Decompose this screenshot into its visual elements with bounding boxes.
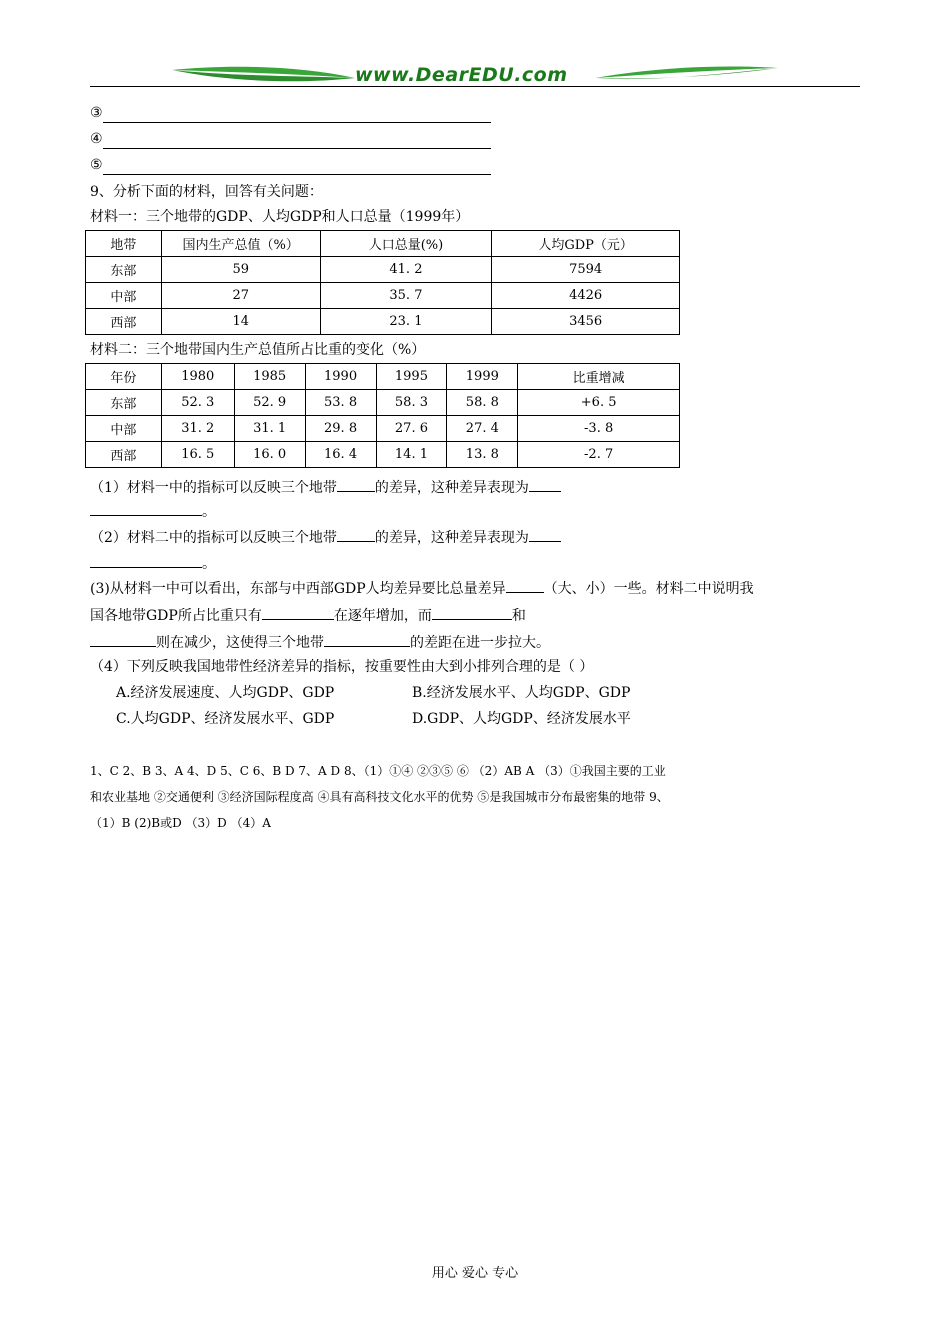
question-text: 的差异，这种差异表现为 — [374, 530, 529, 546]
question-text: 的差异，这种差异表现为 — [374, 480, 529, 496]
answer-blank — [90, 632, 156, 647]
table-cell: 4426 — [492, 283, 680, 309]
answer-blank — [337, 477, 375, 492]
table-cell: 7594 — [492, 257, 680, 283]
table-header-cell: 1985 — [234, 364, 305, 390]
material-2-title: 材料二：三个地带国内生产总值所占比重的变化（%） — [90, 342, 426, 358]
right-swoosh-icon — [595, 66, 778, 78]
blank-line-4 — [90, 129, 491, 149]
answer-key — [90, 758, 870, 836]
question-text: 国各地带GDP所占比重只有 — [90, 608, 262, 624]
table-header-row — [86, 364, 680, 390]
table-cell: 27. 4 — [447, 416, 518, 442]
table-cell: -3. 8 — [518, 416, 680, 442]
table-header-cell: 比重增减 — [518, 364, 680, 390]
table-cell: 东部 — [86, 257, 162, 283]
table-header-cell: 年份 — [86, 364, 162, 390]
answer-blank — [90, 553, 202, 568]
question-text: (3)从材料一中可以看出，东部与中西部GDP人均差异要比总量差异 — [90, 581, 506, 597]
sub-question-2 — [90, 527, 561, 548]
table-cell: 23. 1 — [320, 309, 492, 335]
option-c: C.人均GDP、经济发展水平、GDP — [116, 711, 335, 727]
table-cell: 13. 8 — [447, 442, 518, 468]
blank-line-label: ④ — [90, 131, 103, 147]
table-cell: 31. 1 — [234, 416, 305, 442]
table-cell: 59 — [161, 257, 320, 283]
blank-line-label: ③ — [90, 105, 103, 121]
site-logo-text: www.DearEDU.com — [355, 64, 568, 86]
table-header-cell: 1990 — [305, 364, 376, 390]
table-row — [86, 390, 680, 416]
table-row — [86, 283, 680, 309]
option-b: B.经济发展水平、人均GDP、GDP — [412, 685, 631, 701]
table-cell: -2. 7 — [518, 442, 680, 468]
question-text: （大、小）一些。材料二中说明我 — [543, 581, 754, 597]
answer-blank — [103, 108, 491, 123]
answer-blank — [529, 477, 561, 492]
answer-blank — [529, 527, 561, 542]
question-9-title: 9、分析下面的材料，回答有关问题： — [90, 184, 323, 200]
option-d: D.GDP、人均GDP、经济发展水平 — [412, 711, 631, 727]
sub-question-1-continuation — [90, 501, 216, 522]
table-header-cell: 人均GDP（元） — [492, 231, 680, 257]
table-cell: 14 — [161, 309, 320, 335]
answer-line: 和农业基地 ②交通便利 ③经济国际程度高 ④具有高科技文化水平的优势 ⑤是我国城市分布最密集的地带 9、 — [90, 790, 669, 804]
table-header-cell: 地带 — [86, 231, 162, 257]
answer-blank — [337, 527, 375, 542]
table-header-cell: 1999 — [447, 364, 518, 390]
table-cell: 53. 8 — [305, 390, 376, 416]
answer-blank — [103, 160, 491, 175]
page-footer: 用心 爱心 专心 — [431, 1266, 519, 1281]
table-header-cell: 人口总量(%) — [320, 231, 492, 257]
option-a: A.经济发展速度、人均GDP、GDP — [116, 685, 335, 701]
table-cell: 东部 — [86, 390, 162, 416]
table-cell: 52. 9 — [234, 390, 305, 416]
table-header-cell: 国内生产总值（%） — [161, 231, 320, 257]
material-1-title: 材料一：三个地带的GDP、人均GDP和人口总量（1999年） — [90, 209, 470, 225]
blank-line-label: ⑤ — [90, 157, 103, 173]
blank-line-5 — [90, 155, 491, 175]
question-text: 则在减少，这使得三个地带 — [156, 635, 324, 651]
table-row — [86, 416, 680, 442]
question-text: （2）材料二中的指标可以反映三个地带 — [90, 530, 337, 546]
table-cell: 中部 — [86, 283, 162, 309]
table-cell: 58. 8 — [447, 390, 518, 416]
answer-blank — [324, 632, 410, 647]
sub-question-1 — [90, 477, 561, 498]
table-header-cell: 1995 — [376, 364, 447, 390]
question-text: 在逐年增加，而 — [333, 608, 432, 624]
table-header-cell: 1980 — [161, 364, 234, 390]
table-cell: 58. 3 — [376, 390, 447, 416]
material-2-table — [85, 363, 680, 468]
answer-blank — [506, 578, 544, 593]
table-cell: 29. 8 — [305, 416, 376, 442]
question-text: 。 — [202, 504, 216, 520]
sub-question-3-line-2 — [90, 605, 526, 626]
table-cell: 16. 5 — [161, 442, 234, 468]
answer-blank — [432, 605, 512, 620]
question-text: 和 — [511, 608, 526, 624]
table-row — [86, 257, 680, 283]
answer-blank — [103, 134, 491, 149]
sub-question-3 — [90, 578, 754, 599]
blank-line-3 — [90, 103, 491, 123]
material-1-table — [85, 230, 680, 335]
answer-blank — [90, 501, 202, 516]
table-header-row — [86, 231, 680, 257]
sub-question-4: （4）下列反映我国地带性经济差异的指标，按重要性由大到小排列合理的是（ ） — [90, 659, 594, 675]
header-divider — [90, 86, 860, 87]
table-cell: 35. 7 — [320, 283, 492, 309]
answer-blank — [262, 605, 334, 620]
table-cell: 西部 — [86, 442, 162, 468]
answer-line: 1、C 2、B 3、A 4、D 5、C 6、B D 7、A D 8、（1）①④ ②③⑤ ⑥ （2）AB A （3）①我国主要的工业 — [90, 764, 666, 778]
table-cell: 16. 0 — [234, 442, 305, 468]
table-cell: 14. 1 — [376, 442, 447, 468]
table-cell: 中部 — [86, 416, 162, 442]
table-cell: +6. 5 — [518, 390, 680, 416]
sub-question-3-line-3 — [90, 632, 550, 653]
answer-line: （1）B (2)B或D （3）D （4）A — [90, 816, 271, 830]
table-cell: 西部 — [86, 309, 162, 335]
table-cell: 31. 2 — [161, 416, 234, 442]
table-cell: 41. 2 — [320, 257, 492, 283]
table-row — [86, 309, 680, 335]
question-text: （1）材料一中的指标可以反映三个地带 — [90, 480, 337, 496]
question-text: 。 — [202, 556, 216, 572]
table-cell: 27 — [161, 283, 320, 309]
table-cell: 27. 6 — [376, 416, 447, 442]
question-text: 的差距在进一步拉大。 — [410, 635, 550, 651]
table-row — [86, 442, 680, 468]
table-cell: 16. 4 — [305, 442, 376, 468]
table-cell: 52. 3 — [161, 390, 234, 416]
sub-question-2-continuation — [90, 553, 216, 574]
table-cell: 3456 — [492, 309, 680, 335]
